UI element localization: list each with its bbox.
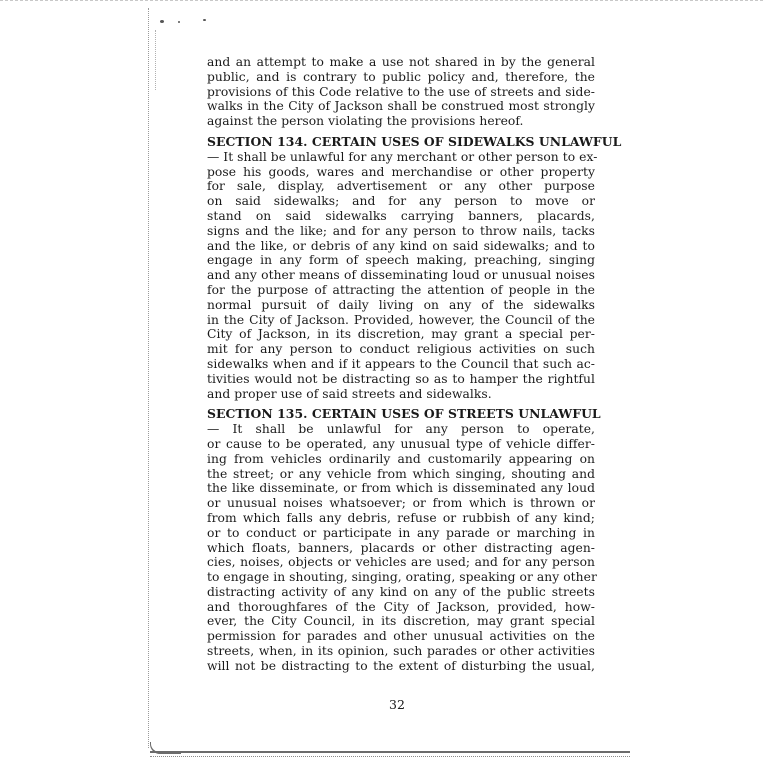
text-line: permission for parades and other unusual activities on the (207, 629, 595, 644)
scan-speck (203, 19, 206, 21)
text-line: distracting activity of any kind on any of the public streets (207, 584, 595, 599)
text-line: or unusual noises whatsoever; or from which is thrown or (207, 496, 595, 511)
section-heading-line: SECTION 135. CERTAIN USES OF STREETS UNLAWFUL (207, 406, 601, 422)
scan-speck (178, 21, 180, 23)
scan-bottom-edge (150, 751, 630, 753)
text-line: stand on said sidewalks carrying banners, placards, (207, 208, 595, 223)
text-line: public, and is contrary to public policy and, therefore, the (207, 69, 595, 84)
text-line: walks in the City of Jackson shall be construed most strongly (207, 99, 595, 114)
text-line: sidewalks when and if it appears to the Council that such ac- (207, 356, 595, 371)
text-line: against the person violating the provisions hereof. (207, 114, 524, 129)
text-line: for the purpose of attracting the attention of people in the (207, 282, 595, 297)
text-line: City of Jackson, in its discretion, may grant a special per- (207, 327, 595, 342)
text-line: ing from vehicles ordinarily and customarily appearing on (207, 451, 595, 466)
text-line: mit for any person to conduct religious activities on such (207, 342, 595, 357)
text-line: the like disseminate, or from which is disseminated any loud (207, 481, 595, 496)
text-line: and proper use of said streets and sidewalks. (207, 386, 492, 401)
scan-left-edge (148, 8, 149, 748)
text-line: cies, noises, objects or vehicles are used; and for any person (207, 555, 595, 570)
page-number: 32 (389, 697, 405, 712)
document-body (207, 55, 622, 674)
text-line: which floats, banners, placards or other distracting agen- (207, 540, 595, 555)
text-line: for sale, display, advertisement or any other purpose (207, 179, 595, 194)
section-heading-line: SECTION 134. CERTAIN USES OF SIDEWALKS UNLAWFUL (207, 133, 622, 149)
text-line: or cause to be operated, any unusual type of vehicle differ- (207, 436, 595, 451)
text-line: — It shall be unlawful for any person to operate, (207, 422, 595, 437)
text-line: normal pursuit of daily living on any of the sidewalks (207, 297, 595, 312)
text-line: tivities would not be distracting so as to hamper the rightful (207, 371, 595, 386)
text-line: and thoroughfares of the City of Jackson, provided, how- (207, 599, 595, 614)
text-line: in the City of Jackson. Provided, however, the Council of the (207, 312, 595, 327)
text-line: will not be distracting to the extent of disturbing the usual, (207, 658, 595, 673)
text-line: and the like, or debris of any kind on said sidewalks; and to (207, 238, 595, 253)
text-line: the street; or any vehicle from which singing, shouting and (207, 466, 595, 481)
text-line: streets, when, in its opinion, such parades or other activities (207, 644, 595, 659)
text-line: pose his goods, wares and merchandise or other property (207, 164, 595, 179)
text-line: ever, the City Council, in its discretion, may grant special (207, 614, 595, 629)
text-line: to engage in shouting, singing, orating, speaking or any other (207, 570, 597, 585)
text-line: or to conduct or participate in any parade or marching in (207, 525, 595, 540)
scan-left-mark (155, 30, 156, 90)
scan-top-edge (0, 0, 763, 2)
text-line: signs and the like; and for any person to throw nails, tacks (207, 223, 595, 238)
text-line: and an attempt to make a use not shared in by the general (207, 55, 595, 69)
scan-bottom-edge-shadow (150, 756, 630, 757)
text-line: and any other means of disseminating loud or unusual noises (207, 268, 595, 283)
text-line: — It shall be unlawful for any merchant or other person to ex- (207, 149, 598, 164)
scan-speck (160, 20, 164, 23)
text-line: from which falls any debris, refuse or rubbish of any kind; (207, 510, 595, 525)
text-line: on said sidewalks; and for any person to move or (207, 194, 595, 209)
text-line: provisions of this Code relative to the use of streets and side- (207, 84, 595, 99)
text-line: engage in any form of speech making, preaching, singing (207, 253, 595, 268)
